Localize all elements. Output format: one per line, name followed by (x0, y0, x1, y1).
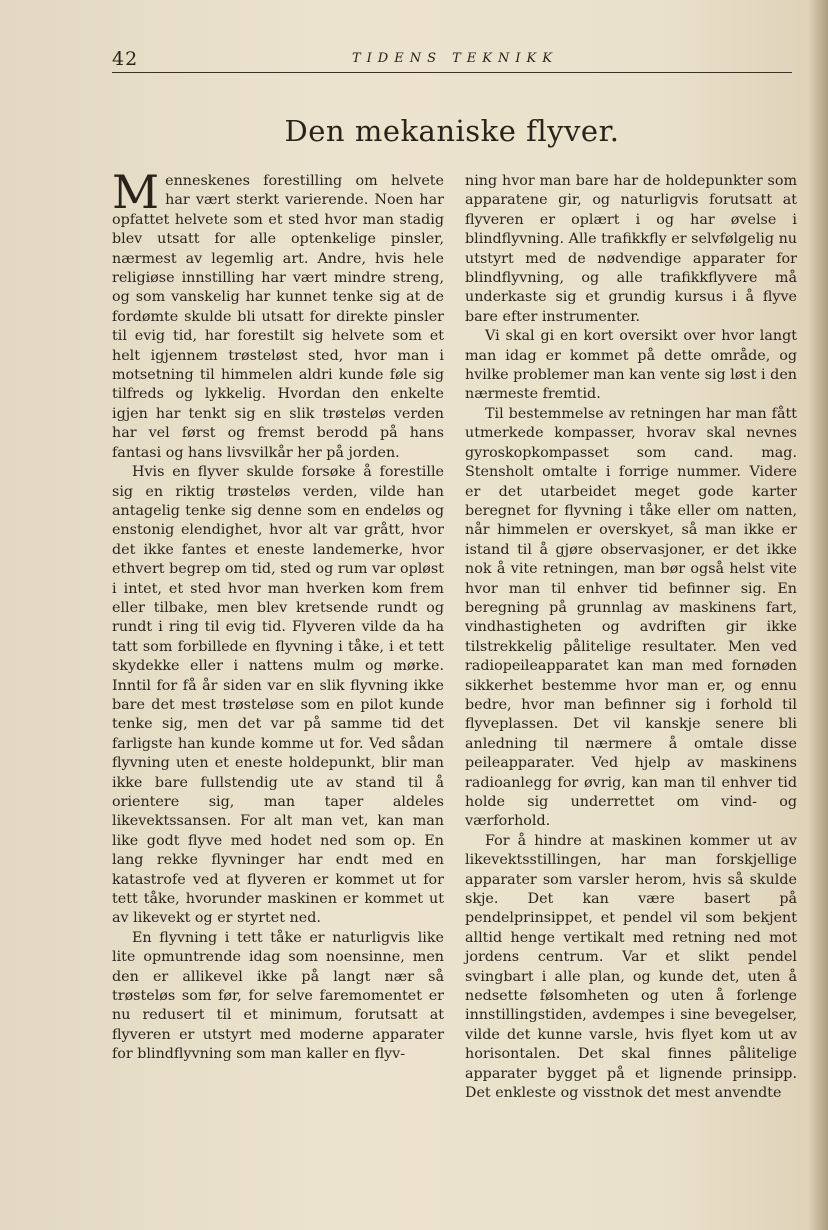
paragraph: Hvis en flyver skulde forsøke å forestille sig en riktig trøsteløs verden, vilde han antagelig tenke sig denne som en endeløs og enstonig elendighet, hvor alt var grått, hvor det ikke fantes et eneste landemerke, hvor ethvert begrep om tid, sted og rum var opløst i intet, et sted hvor man hverken kom frem eller tilbake, men blev kretsende rundt og rundt i ring til evig tid. Flyveren vilde da ha tatt som forbillede en flyvning i tåke, i et tett skydekke eller i nattens mulm og mørke. Inntil for få år siden var en slik flyvning ikke bare det mest trøsteløse som en pilot kunde tenke sig, men det var på samme tid det farligste han kunde komme ut for. Ved sådan flyvning uten et eneste holdepunkt, blir man ikke bare fullstendig ute av stand til å orientere sig, man taper aldeles likevektssansen. For alt man vet, kan man like godt flyve med hodet ned som op. En lang rekke flyvninger har endt med en katastrofe ved at flyveren er kommet ut for tett tåke, hvorunder maskinen er kommet ut av likevekt og er styrtet ned. (112, 464, 444, 927)
article-title: Den mekaniske flyver. (284, 114, 620, 148)
page-edge-shadow (808, 0, 828, 1230)
page-number: 42 (112, 48, 139, 70)
paragraph: En flyvning i tett tåke er naturligvis like lite opmuntrende idag som noensinne, men den er allikevel ikke på langt nær så trøsteløs som før, for selve faremomentet er nu redusert til et minimum, forutsatt at flyveren er utstyrt med moderne apparater for blindflyvning som man kaller en flyv- (112, 929, 444, 1063)
running-head: TIDENS TEKNIKK (352, 51, 558, 66)
paragraph: ning hvor man bare har de holdepunkter som apparatene gir, og naturligvis forutsatt at flyveren er oplært i og har øvelse i blindflyvning. Alle trafikkfly er selvfølgelig nu utstyrt med de nødvendige apparater for blindflyvning, og alle trafikkflyvere må underkaste sig et grundig kursus i å flyve bare efter instrumenter. (465, 173, 797, 325)
paragraph-text: enneskenes forestilling om helvete har vært sterkt varierende. Noen har opfattet helvete som et sted hvor man stadig blev utsatt for alle optenkelige pinsler, nærmest av legemlig art. Andre, hvis hele religiøse innstilling har vært mindre streng, og som vanskelig har kunnet tenke sig at de fordømte skulde bli utsatt for direkte pinsler til evig tid, har forestilt sig helvete som et helt igjennem trøsteløst sted, hvor man i motsetning til himmelen aldri kunde føle sig tilfreds og lykkelig. Hvordan den enkelte igjen har tenkt sig en slik trøsteløs verden har vel først og fremst berodd på hans fantasi og hans livsvilkår her på jorden. (112, 173, 444, 461)
right-column (465, 172, 797, 1104)
paragraph: For å hindre at maskinen kommer ut av likevektsstillingen, har man forskjellige apparater som varsler herom, hvis så skulde skje. Det kan være basert på pendelprinsippet, et pendel vil som bekjent alltid henge vertikalt med retning ned mot jordens centrum. Var et slikt pendel svingbart i alle plan, og kunde det, uten å nedsette følsomheten og uten å forlenge innstillingstiden, avdempes i sine bevegelser, vilde det kunne varsle, hvis flyet kom ut av horisontalen. Det skal finnes pålitelige apparater bygget på et lignende prinsipp. Det enkleste og visstnok det mest anvendte (465, 832, 797, 1102)
drop-cap: M (112, 165, 160, 219)
paragraph: Til bestemmelse av retningen har man fått utmerkede kompasser, hvorav skal nevnes gyroskopkompasset som cand. mag. Stensholt omtalte i forrige nummer. Videre er det utarbeidet meget gode karter beregnet for flyvning i tåke eller om natten, når himmelen er overskyet, så man ikke er istand til å gjøre observasjoner, er det ikke nok å vite retningen, man bør også helst vite hvor man til enhver tid befinner sig. En beregning på grunnlag av maskinens fart, vindhastigheten og avdriften gir ikke tilstrekkelig pålitelige resultater. Men ved radiopeileapparatet kan man med fornøden sikkerhet bestemme hvor man er, og ennu bedre, hvor man befinner sig i forhold til flyveplassen. Det vil kanskje senere bli anledning til nærmere å omtale disse peileapparater. Ved hjelp av maskinens radioanlegg for øvrig, kan man til enhver tid holde sig underrettet om vind- og værforhold. (465, 405, 797, 830)
paragraph (112, 165, 444, 463)
header-rule (112, 72, 792, 73)
left-column (112, 165, 444, 1065)
paragraph: Vi skal gi en kort oversikt over hvor langt man idag er kommet på dette område, og hvilke problemer man kan vente sig løst i den nærmeste fremtid. (465, 328, 797, 403)
